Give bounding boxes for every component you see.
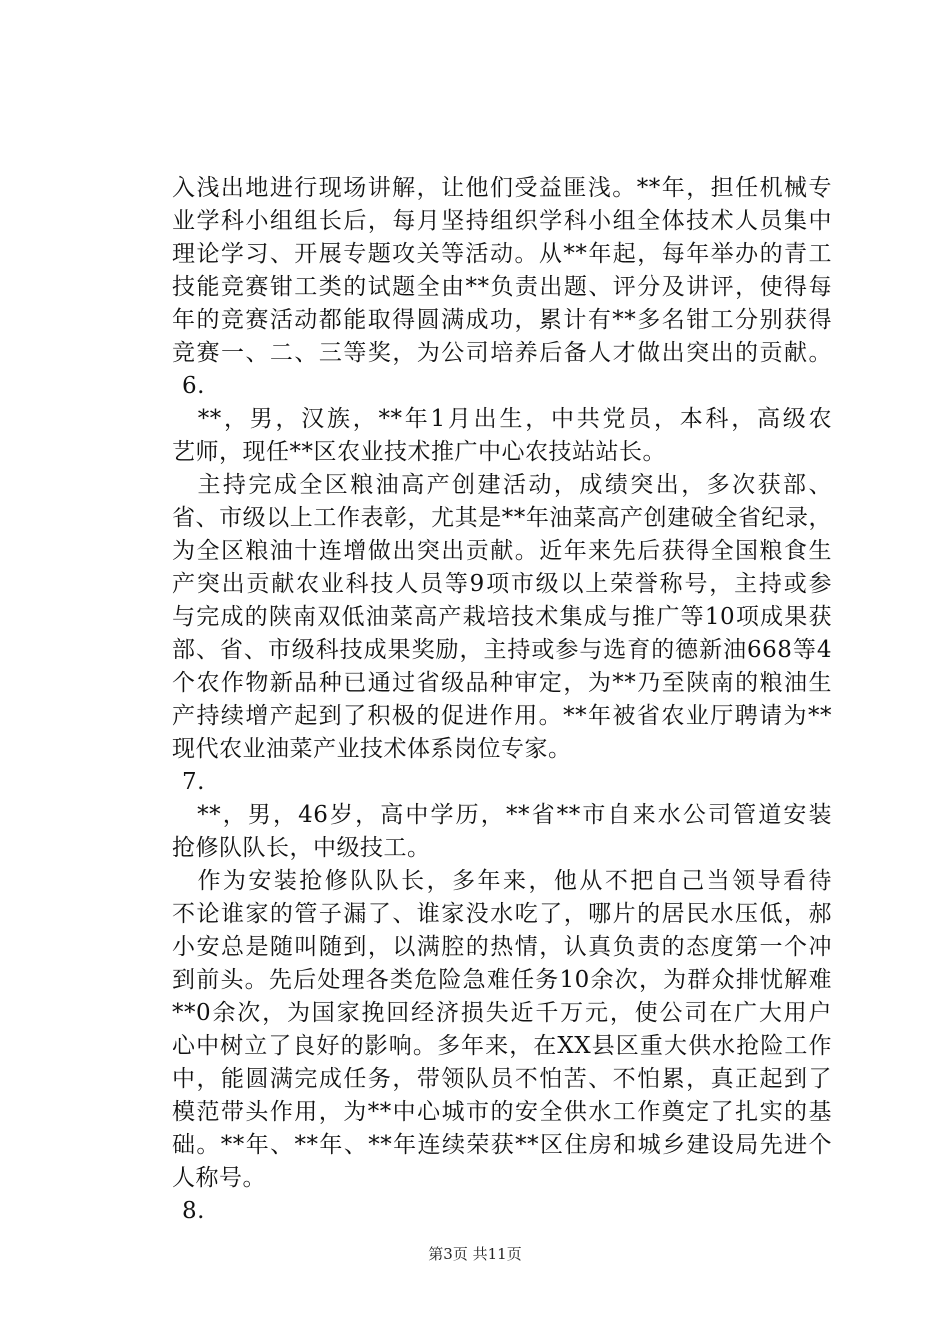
body-text [172, 172, 832, 1228]
text-line: **0余次，为国家挽回经济损失近千万元，使公司在广大用户 [172, 1000, 832, 1026]
section-number: 6. [182, 373, 205, 399]
text-line: 抢修队队长，中级技工。 [172, 835, 431, 861]
text-line: 心中树立了良好的影响。多年来，在XX县区重大供水抢险工作 [172, 1033, 832, 1059]
text-line: 产突出贡献农业科技人员等9项市级以上荣誉称号，主持或参 [172, 571, 832, 597]
text-line: 省、市级以上工作表彰，尤其是**年油菜高产创建破全省纪录， [172, 505, 832, 531]
text-line: 入浅出地进行现场讲解，让他们受益匪浅。**年，担任机械专 [172, 175, 832, 201]
text-line: 到前头。先后处理各类危险急难任务10余次，为群众排忧解难 [172, 967, 832, 993]
text-line: 理论学习、开展专题攻关等活动。从**年起，每年举办的青工 [172, 241, 832, 267]
text-line: 业学科小组组长后，每月坚持组织学科小组全体技术人员集中 [172, 208, 832, 234]
section-number: 8. [182, 1198, 205, 1224]
text-line: 产持续增产起到了积极的促进作用。**年被省农业厅聘请为** [172, 703, 832, 729]
text-line: **，男，46岁，高中学历，**省**市自来水公司管道安装 [172, 802, 832, 828]
text-line: 主持完成全区粮油高产创建活动，成绩突出，多次获部、 [172, 472, 832, 498]
text-line: 与完成的陕南双低油菜高产栽培技术集成与推广等10项成果获 [172, 604, 832, 630]
text-line: 中，能圆满完成任务，带领队员不怕苦、不怕累，真正起到了 [172, 1066, 832, 1092]
text-line: 年的竞赛活动都能取得圆满成功，累计有**多名钳工分别获得 [172, 307, 832, 333]
text-line: 艺师，现任**区农业技术推广中心农技站站长。 [172, 439, 666, 465]
text-line: 现代农业油菜产业技术体系岗位专家。 [172, 736, 572, 762]
section-number: 7. [182, 769, 205, 795]
text-line: 模范带头作用，为**中心城市的安全供水工作奠定了扎实的基 [172, 1099, 832, 1125]
text-line: 础。**年、**年、**年连续荣获**区住房和城乡建设局先进个 [172, 1132, 832, 1158]
text-line: **，男，汉族，**年1月出生，中共党员，本科，高级农 [172, 406, 832, 432]
page-footer: 第3页 共11页 [428, 1245, 522, 1263]
text-line: 小安总是随叫随到，以满腔的热情，认真负责的态度第一个冲 [172, 934, 832, 960]
text-line: 技能竞赛钳工类的试题全由**负责出题、评分及讲评，使得每 [172, 274, 832, 300]
text-line: 为全区粮油十连增做出突出贡献。近年来先后获得全国粮食生 [172, 538, 832, 564]
text-line: 个农作物新品种已通过省级品种审定，为**乃至陕南的粮油生 [172, 670, 832, 696]
text-line: 作为安装抢修队队长，多年来，他从不把自己当领导看待 [172, 868, 832, 894]
text-line: 不论谁家的管子漏了、谁家没水吃了，哪片的居民水压低，郝 [172, 901, 832, 927]
text-line: 人称号。 [172, 1165, 266, 1191]
text-line: 竞赛一、二、三等奖，为公司培养后备人才做出突出的贡献。 [172, 340, 832, 366]
text-line: 部、省、市级科技成果奖励，主持或参与选育的德新油668等4 [172, 637, 832, 663]
